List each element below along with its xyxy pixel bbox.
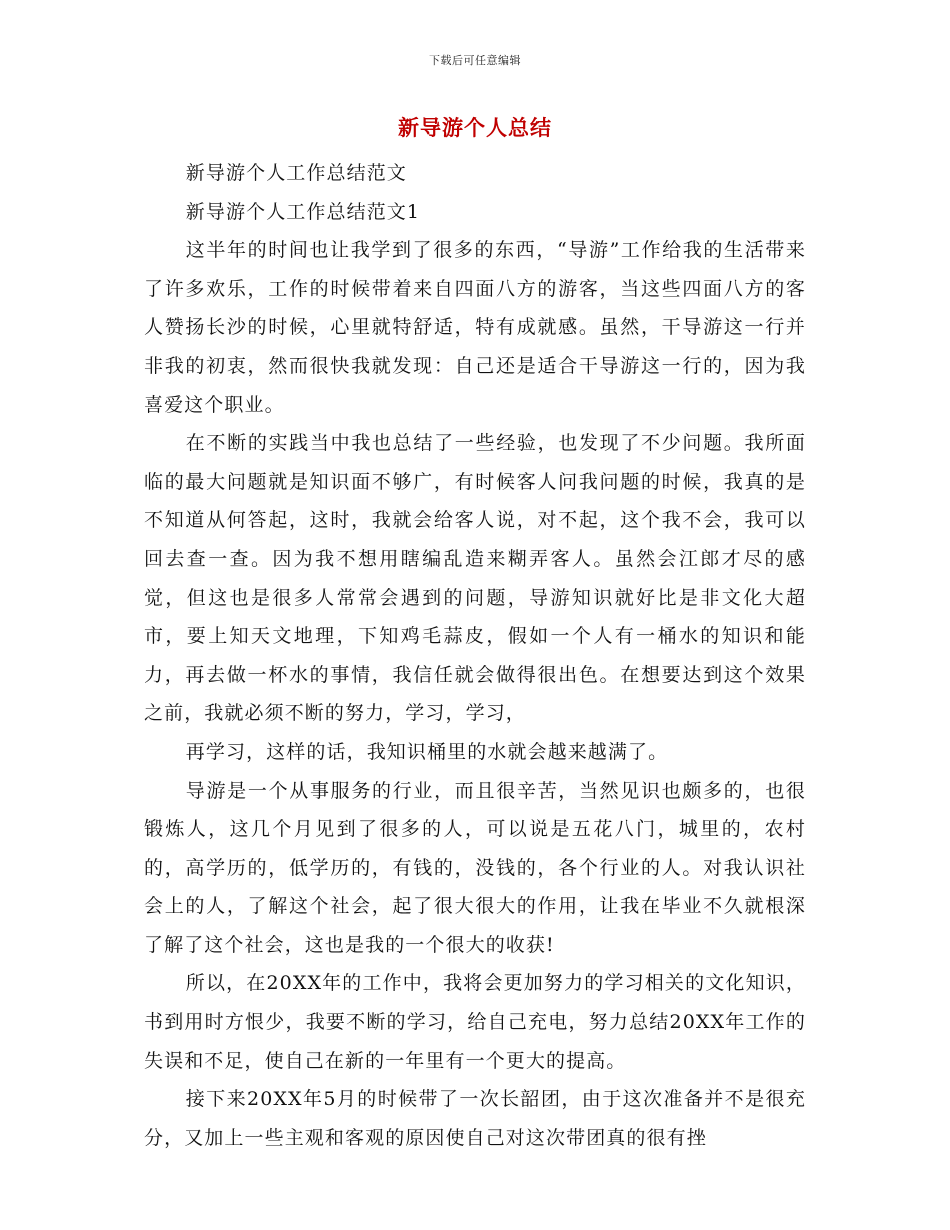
paragraph: 再学习，这样的话，我知识桶里的水就会越来越满了。 xyxy=(185,740,669,763)
paragraph: 所以，在20XX年的工作中，我将会更加努力的学习相关的文化知识，书到用时方恨少，我要不断的学习，给自己充电，努力总结20XX年工作的失误和不足，使自己在新的一年里有一个更大的提高。 xyxy=(144,972,806,1072)
paragraph: 接下来20XX年5月的时候带了一次长韶团，由于这次准备并不是很充分，又加上一些主观和客观的原因使自己对这次带团真的很有挫 xyxy=(144,1088,806,1149)
paragraph-subtitle: 新导游个人工作总结范文 xyxy=(185,162,407,184)
document-body xyxy=(144,154,806,1157)
header-note: 下载后可任意编辑 xyxy=(429,54,521,67)
paragraph: 导游是一个从事服务的行业，而且很辛苦，当然见识也颇多的，也很锻炼人，这几个月见到了很多的人，可以说是五花八门，城里的，农村的，高学历的，低学历的，有钱的，没钱的，各个行业的人。对我认识社会上的人，了解这个社会，起了很大很大的作用，让我在毕业不久就根深了解了这个社会，这也是我的一个很大的收获! xyxy=(144,779,806,956)
paragraph-section-heading: 新导游个人工作总结范文1 xyxy=(185,200,421,223)
paragraph: 在不断的实践当中我也总结了一些经验，也发现了不少问题。我所面临的最大问题就是知识面不够广，有时候客人问我问题的时候，我真的是不知道从何答起，这时，我就会给客人说，对不起，这个我不会，我可以回去查一查。因为我不想用瞎编乱造来糊弄客人。虽然会江郎才尽的感觉，但这也是很多人常常会遇到的问题，导游知识就好比是非文化大超市，要上知天文地理，下知鸡毛蒜皮，假如一个人有一桶水的知识和能力，再去做一杯水的事情，我信任就会做得很出色。在想要达到这个效果之前，我就必须不断的努力，学习，学习， xyxy=(144,432,806,725)
paragraph: 这半年的时间也让我学到了很多的东西，“导游”工作给我的生活带来了许多欢乐，工作的时候带着来自四面八方的游客，当这些四面八方的客人赞扬长沙的时候，心里就特舒适，特有成就感。虽然，干导游这一行并非我的初衷，然而很快我就发现：自己还是适合干导游这一行的，因为我喜爱这个职业。 xyxy=(144,239,806,416)
document-title: 新导游个人总结 xyxy=(398,115,552,140)
